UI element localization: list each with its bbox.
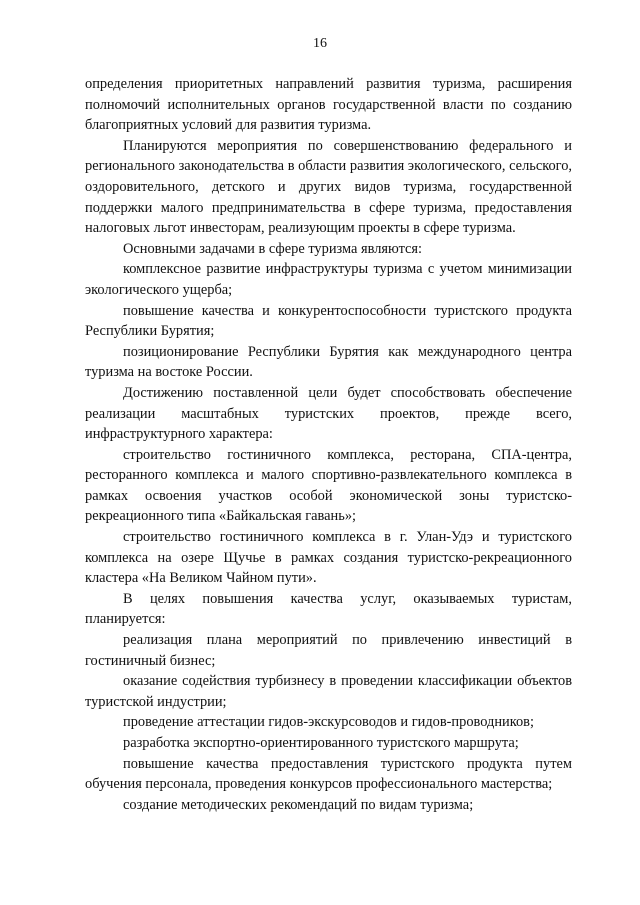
paragraph-service-quality-intro: В целях повышения качества услуг, оказываемых туристам, планируется: — [85, 590, 572, 628]
paragraph-main-tasks-intro: Основными задачами в сфере туризма являются: — [123, 240, 423, 257]
list-item-guidelines: создание методических рекомендаций по видам туризма; — [123, 796, 474, 813]
list-item-export-route: разработка экспортно-ориентированного туристского маршрута; — [123, 735, 519, 751]
document-body — [85, 74, 572, 815]
list-item-classification: оказание содействия турбизнесу в проведении классификации объектов туристской индустрии; — [85, 673, 572, 710]
paragraph-continuation: определения приоритетных направлений развития туризма, расширения полномочий исполнительных органов государственной власти по созданию благоприятных условий для развития туризма. — [85, 76, 572, 134]
list-item-quality: повышение качества и конкурентоспособности туристского продукта Республики Бурятия; — [85, 302, 572, 340]
list-item-infrastructure: комплексное развитие инфраструктуры туризма с учетом минимизации экологического ущерба; — [85, 261, 572, 298]
page-number: 16 — [313, 36, 327, 51]
list-item-staff-training: повышение качества предоставления туристского продукта путем обучения персонала, проведения конкурсов профессионального мастерства; — [85, 755, 572, 793]
paragraph-planned-measures: Планируются мероприятия по совершенствованию федерального и регионального законодательства в области развития экологического, сельского, оздоровительного, детского и других видов туризма, государственной поддержки малого предпринимательства в сфере туризма, предоставления налоговых льгот инвесторам, реализующим проекты в сфере туризма. — [85, 137, 572, 237]
list-item-hotel-complex-gavan: строительство гостиничного комплекса, ресторана, СПА-центра, ресторанного комплекса и малого спортивно-развлекательного комплекса в рамках освоения участков особой экономической зоны туристско-рекреационного типа «Байкальская гавань»; — [85, 446, 572, 525]
list-item-investments: реализация плана мероприятий по привлечению инвестиций в гостиничный бизнес; — [85, 632, 572, 669]
paragraph-projects-intro: Достижению поставленной цели будет способствовать обеспечение реализации масштабных туристских проектов, прежде всего, инфраструктурного характера: — [85, 384, 572, 443]
list-item-hotel-complex-ulan-ude: строительство гостиничного комплекса в г. Улан-Удэ и туристского комплекса на озере Щучье в рамках создания туристско-рекреационного кластера «На Великом Чайном пути». — [85, 529, 572, 587]
list-item-guide-attestation: проведение аттестации гидов-экскурсоводов и гидов-проводников; — [123, 714, 534, 731]
list-item-positioning: позиционирование Республики Бурятия как международного центра туризма на востоке России. — [85, 343, 572, 381]
